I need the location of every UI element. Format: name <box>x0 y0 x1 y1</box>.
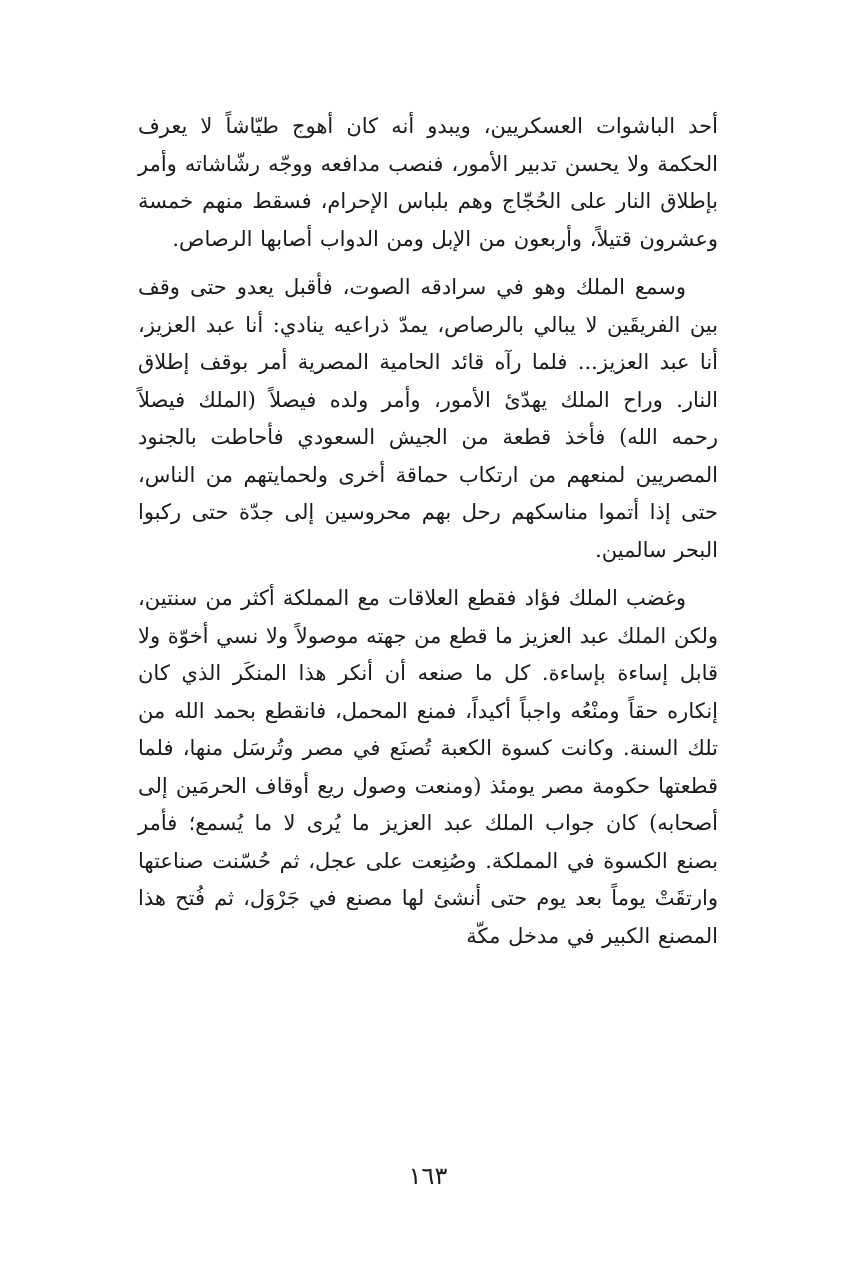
page-number: ١٦٣ <box>408 1162 448 1190</box>
paragraph-1: أحد الباشوات العسكريين، ويبدو أنه كان أهوج طيّاشاً لا يعرف الحكمة ولا يحسن تدبير الأمور، فنصب مدافعه ووجّه رشّاشاته وأمر بإطلاق النار على الحُجّاج وهم بلباس الإحرام، فسقط منهم خمسة وعشرون قتيلاً، وأربعون من الإبل ومن الدواب أصابها الرصاص. <box>138 114 718 251</box>
paragraph-2: وسمع الملك وهو في سرادقه الصوت، فأقبل يعدو حتى وقف بين الفريقَين لا يبالي بالرصاص، يمدّ ذراعيه ينادي: أنا عبد العزيز، أنا عبد العزيز... فلما رآه قائد الحامية المصرية أمر بوقف إطلاق النار. وراح الملك يهدّئ الأمور، وأمر ولده فيصلاً (الملك فيصلاً رحمه الله) فأخذ قطعة من الجيش السعودي فأحاطت بالجنود المصريين لمنعهم من ارتكاب حماقة أخرى ولحمايتهم من الناس، حتى إذا أتموا مناسكهم رحل بهم محروسين إلى جدّة حتى ركبوا البحر سالمين. <box>138 275 718 562</box>
body-text <box>138 108 718 955</box>
paragraph-3: وغضب الملك فؤاد فقطع العلاقات مع المملكة أكثر من سنتين، ولكن الملك عبد العزيز ما قطع من جهته موصولاً ولا نسي أخوّة ولا قابل إساءة بإساءة. كل ما صنعه أن أنكر هذا المنكَر الذي كان إنكاره حقاً ومنْعُه واجباً أكيداً، فمنع المحمل، فانقطع بحمد الله من تلك السنة. وكانت كسوة الكعبة تُصنَع في مصر وتُرسَل منها، فلما قطعتها حكومة مصر يومئذ (ومنعت وصول ريع أوقاف الحرمَين إلى أصحابه) كان جواب الملك عبد العزيز ما يُرى لا ما يُسمع؛ فأمر بصنع الكسوة في المملكة. وصُنِعت على عجل، ثم حُسّنت صناعتها وارتقَتْ يوماً بعد يوم حتى أنشئ لها مصنع في جَرْوَل، ثم فُتح هذا المصنع الكبير في مدخل مكّة <box>138 586 718 948</box>
